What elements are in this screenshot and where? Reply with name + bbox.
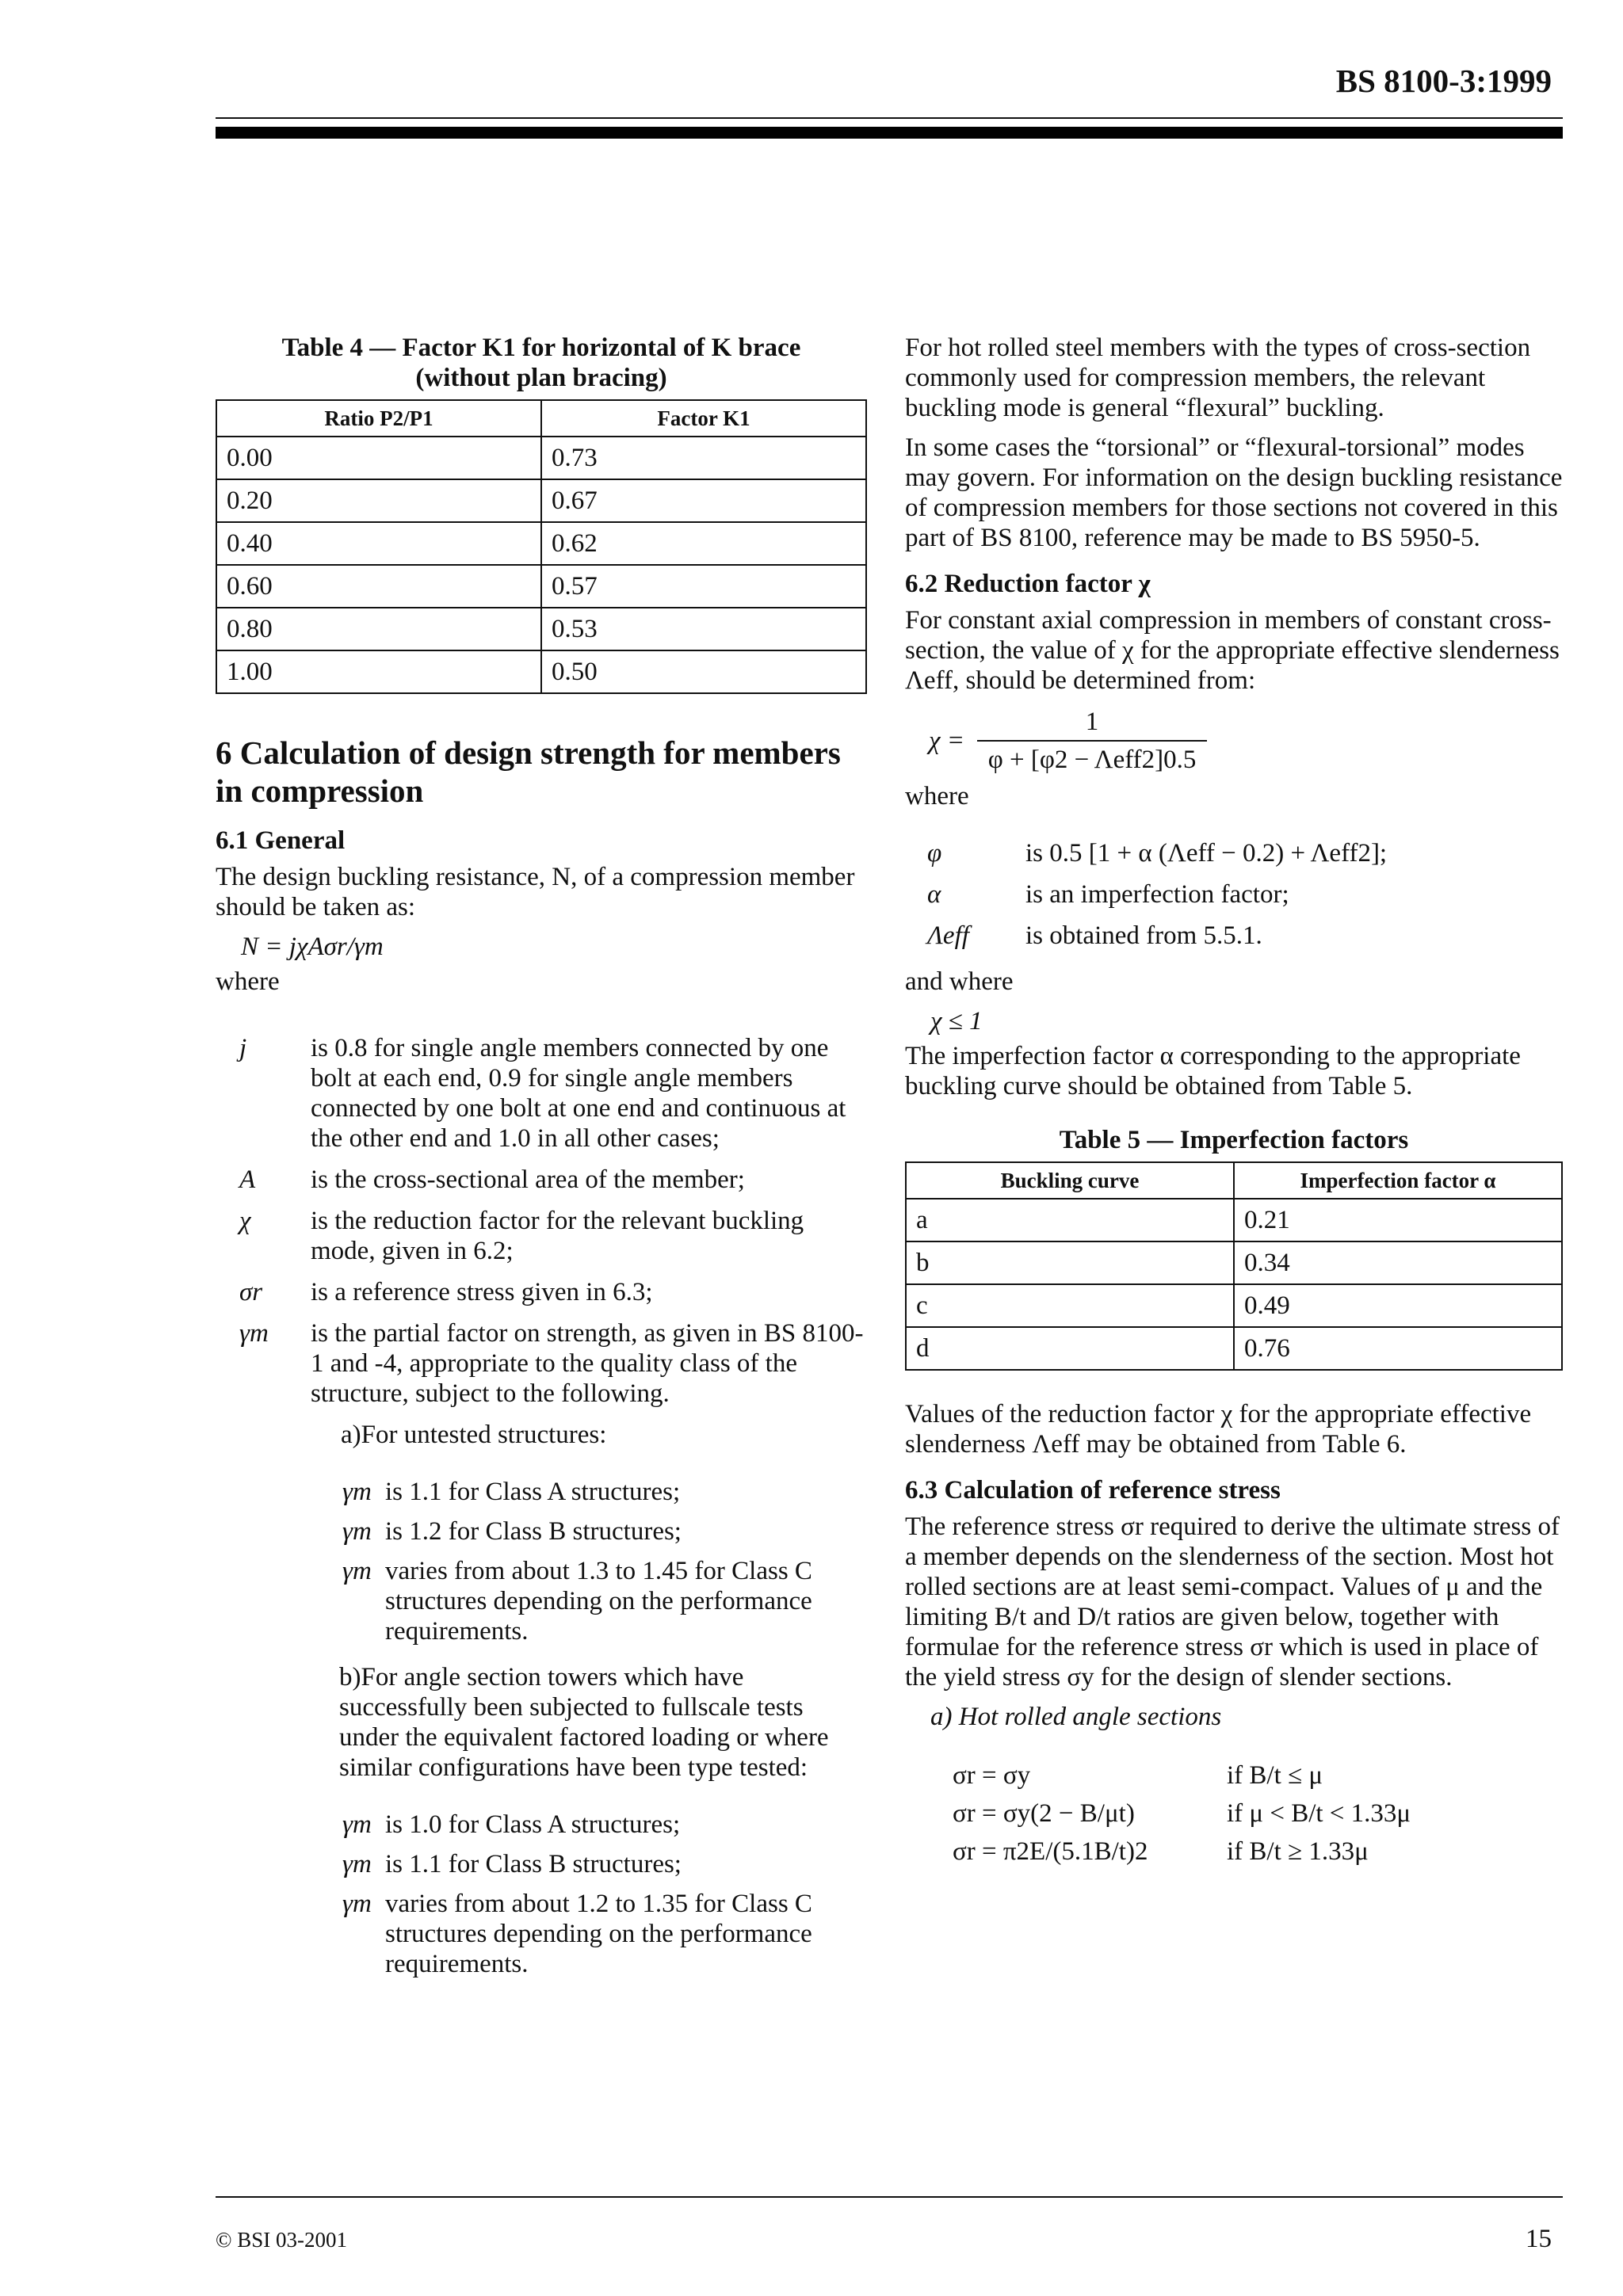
- and-where-label: and where: [905, 967, 1014, 996]
- right-column: [905, 333, 1563, 1875]
- table4-cell-factor: 0.62: [541, 522, 866, 565]
- gamma-text: is 1.1 for Class A structures;: [385, 1478, 681, 1506]
- table5-col2-header: Imperfection factor α: [1234, 1162, 1562, 1199]
- definition-symbol: j: [239, 1034, 247, 1062]
- ref-stress-condition: if B/t ≥ 1.33μ: [1227, 1837, 1369, 1866]
- gamma-symbol: γm: [342, 1478, 372, 1506]
- definition-item: [905, 838, 1563, 868]
- reference-stress-formulae: [953, 1760, 1563, 1867]
- item-a-hot-rolled: a) Hot rolled angle sections: [930, 1703, 1222, 1731]
- chi-denominator: φ + [φ2 − Λeff2]0.5: [987, 746, 1197, 774]
- table5-cell-factor: 0.49: [1234, 1284, 1562, 1327]
- gamma-symbol: γm: [342, 1557, 372, 1585]
- gamma-item: [342, 1849, 867, 1879]
- section6-heading: 6 Calculation of design strength for members in compression: [216, 734, 841, 809]
- table-row: [906, 1241, 1562, 1284]
- standard-code: BS 8100-3:1999: [1335, 63, 1552, 99]
- table4-cell-ratio: 0.00: [216, 437, 541, 479]
- table-row: [216, 608, 866, 650]
- gamma-list-untested: [342, 1477, 867, 1646]
- definition-symbol: σr: [239, 1278, 263, 1306]
- copyright-notice: © BSI 03-2001: [216, 2228, 348, 2252]
- table4-col2-header: Factor K1: [541, 400, 866, 437]
- gamma-symbol: γm: [342, 1810, 372, 1839]
- definition-text: is the partial factor on strength, as given in BS 8100-1 and -4, appropriate to the quality class of the structure, subject to the following.: [311, 1319, 864, 1408]
- table-row: [216, 565, 866, 608]
- definition-item: [905, 921, 1563, 951]
- definition-item: [905, 879, 1563, 910]
- definition-symbol: γm: [239, 1319, 269, 1348]
- ref-stress-row: [953, 1798, 1563, 1829]
- gamma-text: is 1.1 for Class B structures;: [385, 1850, 682, 1878]
- section61-intro: The design buckling resistance, N, of a compression member should be taken as:: [216, 863, 855, 921]
- chi-formula-lhs: χ =: [929, 727, 965, 755]
- chi-limit: χ ≤ 1: [930, 1007, 983, 1035]
- right-para1: For hot rolled steel members with the types of cross-section commonly used for compression members, the relevant buckling mode is general “flexural” buckling.: [905, 334, 1531, 422]
- right-where-label: where: [905, 782, 969, 810]
- where-label: where: [216, 967, 280, 996]
- gamma-symbol: γm: [342, 1850, 372, 1878]
- gamma-item: [342, 1477, 867, 1507]
- definition-symbol: χ: [239, 1207, 251, 1235]
- gamma-text: is 1.0 for Class A structures;: [385, 1810, 681, 1839]
- table5-header-row: [906, 1162, 1562, 1199]
- definition-item: [216, 1318, 867, 1409]
- ref-stress-condition: if μ < B/t < 1.33μ: [1227, 1799, 1411, 1828]
- ref-stress-row: [953, 1760, 1563, 1791]
- item-a-untested: a)For untested structures:: [341, 1421, 607, 1449]
- definition-text: is 0.5 [1 + α (Λeff − 0.2) + Λeff2];: [1025, 839, 1388, 868]
- definition-item: [216, 1165, 867, 1195]
- right-para2: In some cases the “torsional” or “flexural-torsional” modes may govern. For information on the design buckling resistance of compression members for those sections not covered in this part of BS 8100, reference may be made to BS 5950-5.: [905, 433, 1563, 552]
- chi-formula: [929, 707, 1563, 775]
- table5-cell-factor: 0.76: [1234, 1327, 1562, 1370]
- table-row: [216, 522, 866, 565]
- definition-symbol: φ: [927, 839, 942, 868]
- gamma-list-tested: [342, 1810, 867, 1979]
- table5-cell-factor: 0.34: [1234, 1241, 1562, 1284]
- table4-caption-line1: Table 4 — Factor K1 for horizontal of K brace: [281, 334, 801, 362]
- gamma-item: [342, 1516, 867, 1547]
- table4-cell-ratio: 0.60: [216, 565, 541, 608]
- table5-cell-factor: 0.21: [1234, 1199, 1562, 1241]
- gamma-text: is 1.2 for Class B structures;: [385, 1517, 682, 1546]
- definition-text: is 0.8 for single angle members connected by one bolt at each end, 0.9 for single angle members connected by one bolt at one end and continuous at the other end and 1.0 in all other cases;: [311, 1034, 846, 1153]
- table5-cell-curve: d: [906, 1327, 1234, 1370]
- table-row: [906, 1284, 1562, 1327]
- gamma-symbol: γm: [342, 1890, 372, 1918]
- definition-text: is obtained from 5.5.1.: [1025, 921, 1262, 950]
- right-para6: The reference stress σr required to derive the ultimate stress of a member depends on the slenderness of the section. Most hot rolled sections are at least semi-compact. Values of μ and the limiting B/t and D/t ratios are given below, together with formulae for the reference stress σr which is used in place of the yield stress σy for the design of slender sections.: [905, 1512, 1560, 1691]
- header-rule-thick: [216, 127, 1563, 139]
- table4-cell-factor: 0.67: [541, 479, 866, 522]
- page-number: 15: [1526, 2225, 1552, 2253]
- definition-item: [216, 1033, 867, 1154]
- table4-cell-factor: 0.57: [541, 565, 866, 608]
- definition-item: [216, 1206, 867, 1266]
- gamma-item: [342, 1810, 867, 1840]
- gamma-item: [342, 1556, 867, 1646]
- gamma-text: varies from about 1.2 to 1.35 for Class C structures depending on the performance requirements.: [385, 1890, 812, 1978]
- table-row: [216, 479, 866, 522]
- definition-symbol: A: [239, 1165, 256, 1194]
- definition-symbol: α: [927, 880, 941, 909]
- section61-heading: 6.1 General: [216, 826, 346, 855]
- definition-text: is the cross-sectional area of the member;: [311, 1165, 745, 1194]
- table4-caption: [216, 333, 867, 393]
- table5-cell-curve: c: [906, 1284, 1234, 1327]
- table5-caption: Table 5 — Imperfection factors: [1059, 1126, 1409, 1154]
- table4-cell-factor: 0.50: [541, 650, 866, 693]
- ref-stress-condition: if B/t ≤ μ: [1227, 1761, 1323, 1790]
- table4-cell-factor: 0.73: [541, 437, 866, 479]
- table5-cell-curve: a: [906, 1199, 1234, 1241]
- gamma-item: [342, 1889, 867, 1979]
- table-row: [906, 1199, 1562, 1241]
- ref-stress-equation: σr = σy: [953, 1761, 1031, 1790]
- definition-symbol: Λeff: [927, 921, 969, 950]
- table4-header-row: [216, 400, 866, 437]
- gamma-symbol: γm: [342, 1517, 372, 1546]
- table4-cell-ratio: 0.20: [216, 479, 541, 522]
- right-para3: For constant axial compression in members of constant cross-section, the value of χ for the appropriate effective slenderness Λeff, should be determined from:: [905, 606, 1560, 695]
- table4-caption-line2: (without plan bracing): [415, 364, 667, 392]
- table-row: [216, 650, 866, 693]
- table-row: [906, 1327, 1562, 1370]
- right-para5: Values of the reduction factor χ for the appropriate effective slenderness Λeff may be obtained from Table 6.: [905, 1400, 1532, 1459]
- table5: [905, 1161, 1563, 1371]
- item-b-tested: b)For angle section towers which have successfully been subjected to fullscale tests under the equivalent factored loading or where similar configurations have been type tested:: [339, 1663, 829, 1782]
- ref-stress-equation: σr = σy(2 − B/μt): [953, 1799, 1135, 1828]
- table5-col1-header: Buckling curve: [906, 1162, 1234, 1199]
- section62-heading: 6.2 Reduction factor χ: [905, 570, 1151, 598]
- symbol-definitions: [216, 1033, 867, 1409]
- right-para4: The imperfection factor α corresponding to the appropriate buckling curve should be obtained from Table 5.: [905, 1042, 1521, 1100]
- table4: [216, 399, 867, 694]
- design-resistance-formula: N = jχAσr/γm: [241, 933, 384, 961]
- table5-cell-curve: b: [906, 1241, 1234, 1284]
- section63-heading: 6.3 Calculation of reference stress: [905, 1476, 1281, 1505]
- ref-stress-equation: σr = π2E/(5.1B/t)2: [953, 1837, 1148, 1866]
- footer-rule: [216, 2196, 1563, 2198]
- chi-fraction: [977, 707, 1207, 775]
- chi-numerator: 1: [977, 707, 1207, 742]
- definition-text: is the reduction factor for the relevant buckling mode, given in 6.2;: [311, 1207, 804, 1265]
- left-column: [216, 333, 867, 1995]
- right-symbol-definitions: [905, 838, 1563, 951]
- definition-text: is a reference stress given in 6.3;: [311, 1278, 653, 1306]
- ref-stress-row: [953, 1836, 1563, 1867]
- definition-text: is an imperfection factor;: [1025, 880, 1289, 909]
- table4-col1-header: Ratio P2/P1: [216, 400, 541, 437]
- table4-cell-factor: 0.53: [541, 608, 866, 650]
- header-rule-thin: [216, 117, 1563, 119]
- table4-cell-ratio: 0.40: [216, 522, 541, 565]
- definition-item: [216, 1277, 867, 1307]
- gamma-text: varies from about 1.3 to 1.45 for Class C structures depending on the performance requirements.: [385, 1557, 812, 1646]
- table-row: [216, 437, 866, 479]
- table4-cell-ratio: 1.00: [216, 650, 541, 693]
- table4-cell-ratio: 0.80: [216, 608, 541, 650]
